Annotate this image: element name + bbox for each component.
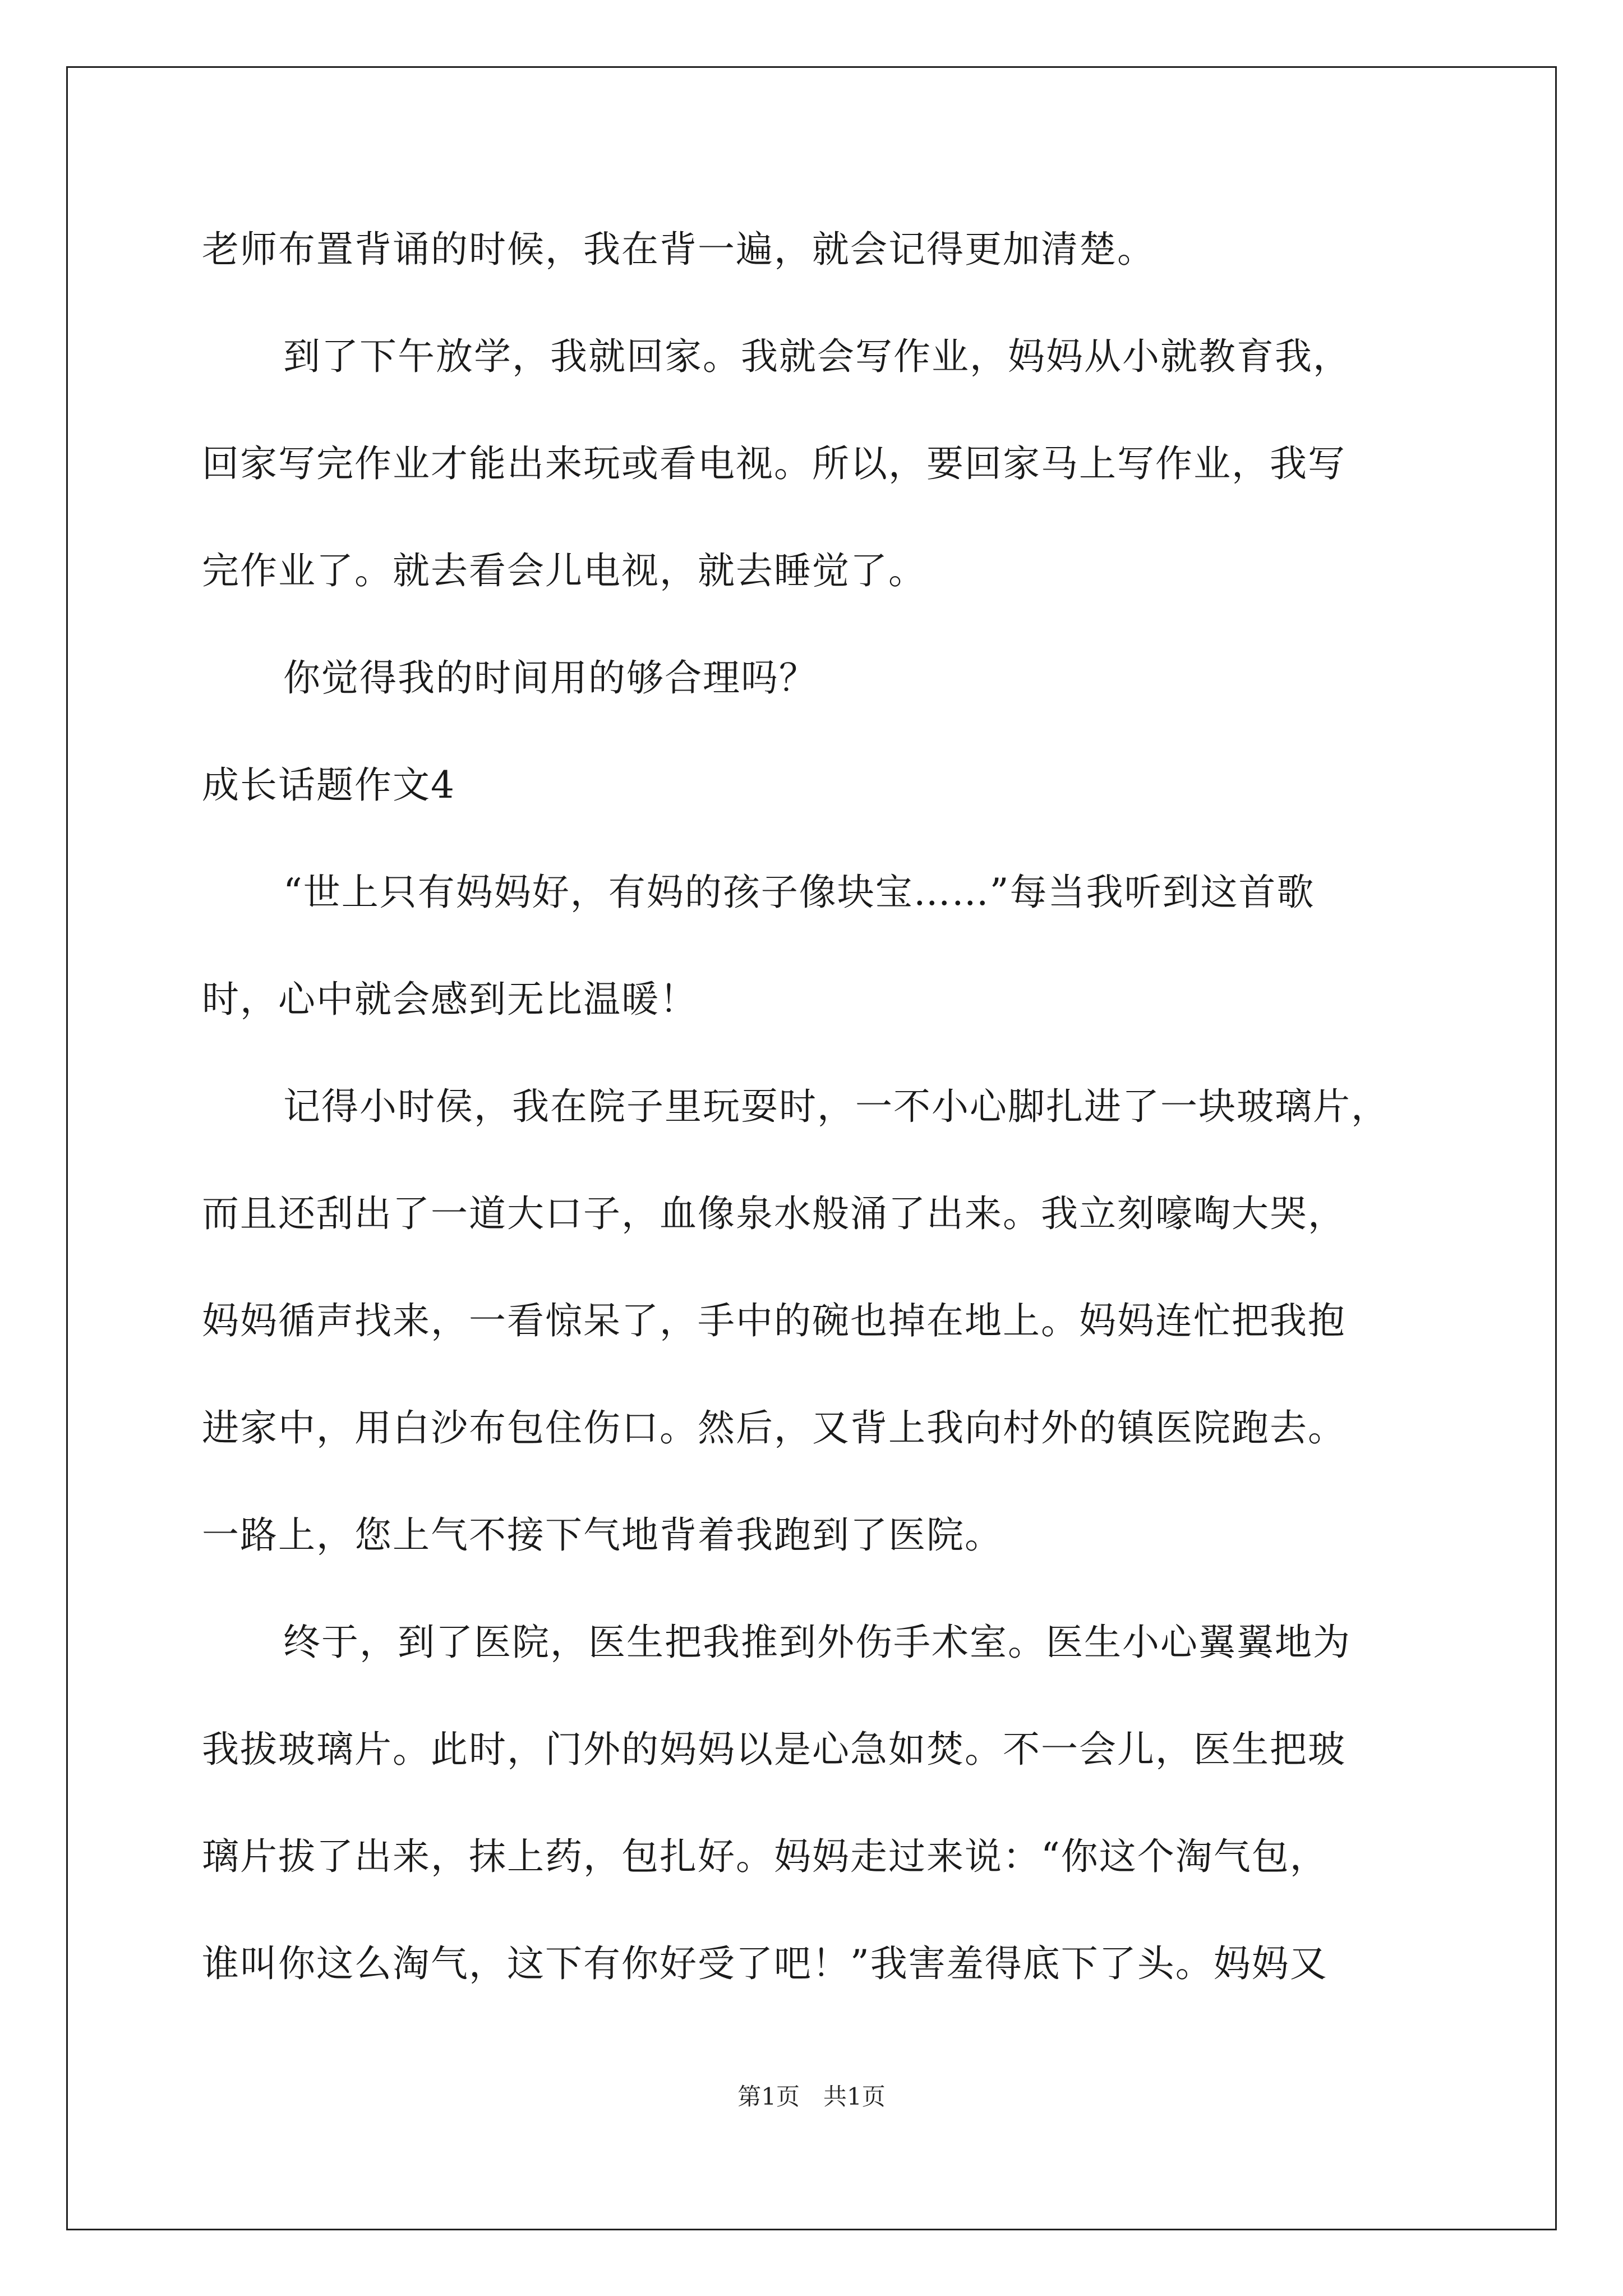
body-line: 而且还刮出了一道大口子，血像泉水般涌了出来。我立刻嚎啕大哭， <box>202 1192 1346 1235</box>
page-footer: 第1页 共1页 <box>737 2083 886 2110</box>
body-line: 到了下午放学，我就回家。我就会写作业，妈妈从小就教育我， <box>283 335 1351 378</box>
body-line: 你觉得我的时间用的够合理吗？ <box>283 656 817 700</box>
body-line: 妈妈循声找来，一看惊呆了，手中的碗也掉在地上。妈妈连忙把我抱 <box>202 1299 1346 1342</box>
body-line: 谁叫你这么淘气，这下有你好受了吧！”我害羞得底下了头。妈妈又 <box>202 1942 1328 1985</box>
body-line: 一路上，您上气不接下气地背着我跑到了医院。 <box>202 1513 1003 1557</box>
body-line: 回家写完作业才能出来玩或看电视。所以，要回家马上写作业，我写 <box>202 442 1346 485</box>
body-line: “世上只有妈妈好，有妈的孩子像块宝……”每当我听到这首歌 <box>283 871 1315 914</box>
body-line: 璃片拔了出来，抹上药，包扎好。妈妈走过来说：“你这个淘气包， <box>202 1835 1328 1878</box>
section-heading: 成长话题作文4 <box>202 763 455 807</box>
document-body <box>202 216 1436 2037</box>
body-line: 终于，到了医院，医生把我推到外伤手术室。医生小心翼翼地为 <box>283 1621 1351 1664</box>
body-line: 我拔玻璃片。此时，门外的妈妈以是心急如焚。不一会儿，医生把玻 <box>202 1728 1346 1771</box>
body-line: 时，心中就会感到无比温暖！ <box>202 978 698 1021</box>
body-line: 老师布置背诵的时候，我在背一遍，就会记得更加清楚。 <box>202 228 1155 271</box>
body-line: 记得小时侯，我在院子里玩耍时，一不小心脚扎进了一块玻璃片， <box>283 1085 1389 1128</box>
body-line: 进家中，用白沙布包住伤口。然后，又背上我向村外的镇医院跑去。 <box>202 1406 1346 1450</box>
body-line: 完作业了。就去看会儿电视，就去睡觉了。 <box>202 549 926 592</box>
